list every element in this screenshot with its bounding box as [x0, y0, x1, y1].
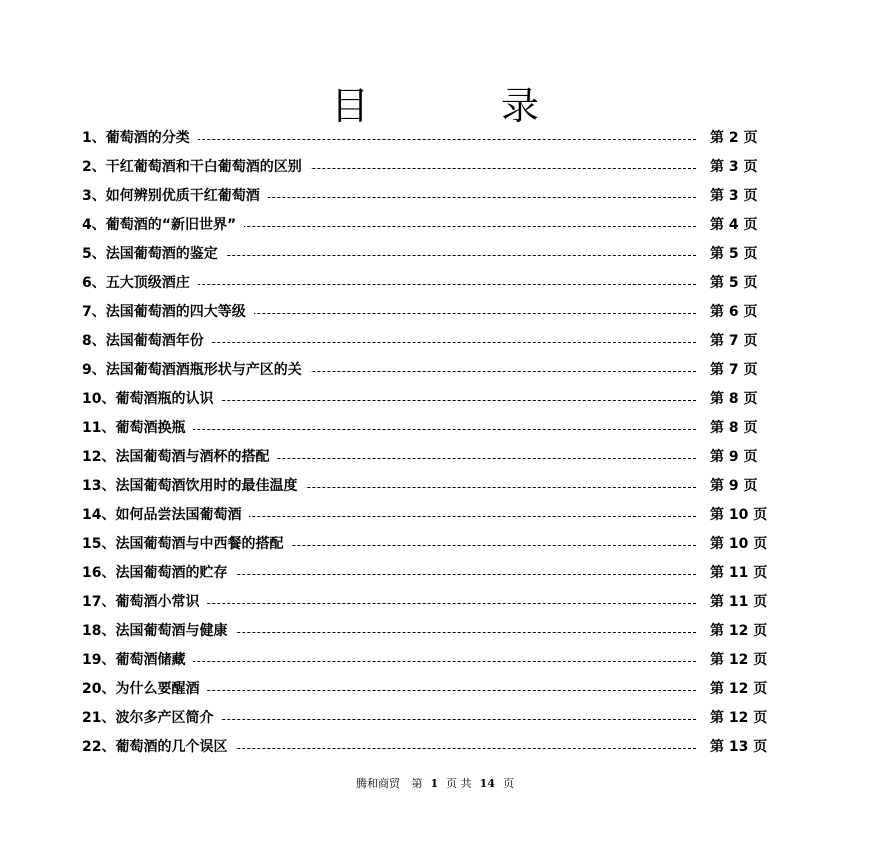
toc-entry-title: 11、葡萄酒换瓶 [82, 414, 193, 443]
toc-entry-title: 13、法国葡萄酒饮用时的最佳温度 [82, 472, 305, 501]
toc-entry-title: 9、法国葡萄酒酒瓶形状与产区的关 [82, 356, 310, 385]
toc-entry-title: 7、法国葡萄酒的四大等级 [82, 298, 254, 327]
toc-entry-page: 第 10 页 [710, 501, 767, 530]
toc-entry[interactable] [82, 733, 782, 762]
toc-entry[interactable] [82, 617, 782, 646]
toc-entry-page: 第 6 页 [710, 298, 758, 327]
toc-entry[interactable] [82, 646, 782, 675]
toc-entry-title: 6、五大顶级酒庄 [82, 269, 198, 298]
toc-entry-page: 第 11 页 [710, 559, 767, 588]
toc-entry-page: 第 3 页 [710, 153, 758, 182]
toc-entry-title: 2、干红葡萄酒和干白葡萄酒的区别 [82, 153, 310, 182]
toc-entry-page: 第 12 页 [710, 617, 767, 646]
toc-entry-title: 15、法国葡萄酒与中西餐的搭配 [82, 530, 291, 559]
toc-entry-page: 第 3 页 [710, 182, 758, 211]
toc-entry[interactable] [82, 472, 782, 501]
toc-entry-title: 10、葡萄酒瓶的认识 [82, 385, 221, 414]
toc-entry-page: 第 5 页 [710, 269, 758, 298]
toc-entry-title: 16、法国葡萄酒的贮存 [82, 559, 235, 588]
toc-entry[interactable] [82, 675, 782, 704]
toc-entry[interactable] [82, 530, 782, 559]
footer-page-number: 1 [430, 777, 439, 790]
toc-entry-page: 第 2 页 [710, 124, 758, 153]
toc-entry-page: 第 12 页 [710, 704, 767, 733]
toc-entry-title: 12、法国葡萄酒与酒杯的搭配 [82, 443, 277, 472]
footer-page-suffix: 页 [502, 777, 514, 790]
page-footer [0, 777, 870, 791]
toc-entry-page: 第 8 页 [710, 414, 758, 443]
toc-entry-title: 19、葡萄酒储藏 [82, 646, 193, 675]
toc-entry-page: 第 8 页 [710, 385, 758, 414]
toc-entry[interactable] [82, 356, 782, 385]
toc-entry[interactable] [82, 298, 782, 327]
toc-entry-page: 第 9 页 [710, 443, 758, 472]
toc-entry-page: 第 10 页 [710, 530, 767, 559]
toc-entry-page: 第 12 页 [710, 675, 767, 704]
toc-entry-page: 第 7 页 [710, 327, 758, 356]
toc-entry-page: 第 4 页 [710, 211, 758, 240]
toc-entry-title: 21、波尔多产区简介 [82, 704, 221, 733]
toc-entry-page: 第 9 页 [710, 472, 758, 501]
toc-entry[interactable] [82, 240, 782, 269]
toc-entry[interactable] [82, 211, 782, 240]
toc-entry[interactable] [82, 704, 782, 733]
toc-entry[interactable] [82, 588, 782, 617]
footer-page-prefix: 第 [411, 777, 423, 790]
toc-entry-title: 14、如何品尝法国葡萄酒 [82, 501, 249, 530]
toc-entry[interactable] [82, 559, 782, 588]
toc-entry-title: 3、如何辨别优质干红葡萄酒 [82, 182, 268, 211]
toc-entry-title: 20、为什么要醒酒 [82, 675, 207, 704]
toc-entry[interactable] [82, 327, 782, 356]
toc-entry-title: 8、法国葡萄酒年份 [82, 327, 212, 356]
toc-entry-page: 第 13 页 [710, 733, 767, 762]
toc-entry-title: 18、法国葡萄酒与健康 [82, 617, 235, 646]
toc-entry-title: 4、葡萄酒的“新旧世界” [82, 211, 244, 240]
page-title: 目 录 [330, 84, 600, 129]
toc-entry-page: 第 11 页 [710, 588, 767, 617]
toc-entry[interactable] [82, 182, 782, 211]
footer-page-total: 14 [479, 777, 495, 790]
toc-entry-title: 22、葡萄酒的几个误区 [82, 733, 235, 762]
footer-company: 腾和商贸 [356, 777, 401, 790]
footer-page-mid: 页 共 [446, 777, 472, 790]
toc-entry-title: 17、葡萄酒小常识 [82, 588, 207, 617]
toc-entry[interactable] [82, 501, 782, 530]
toc-entry-page: 第 7 页 [710, 356, 758, 385]
toc-entry-title: 1、葡萄酒的分类 [82, 124, 198, 153]
toc-entry[interactable] [82, 124, 782, 153]
toc-entry[interactable] [82, 443, 782, 472]
toc-entry-page: 第 12 页 [710, 646, 767, 675]
table-of-contents [82, 124, 782, 762]
toc-entry[interactable] [82, 414, 782, 443]
toc-entry[interactable] [82, 153, 782, 182]
toc-entry-page: 第 5 页 [710, 240, 758, 269]
toc-entry[interactable] [82, 269, 782, 298]
toc-entry[interactable] [82, 385, 782, 414]
toc-entry-title: 5、法国葡萄酒的鉴定 [82, 240, 226, 269]
